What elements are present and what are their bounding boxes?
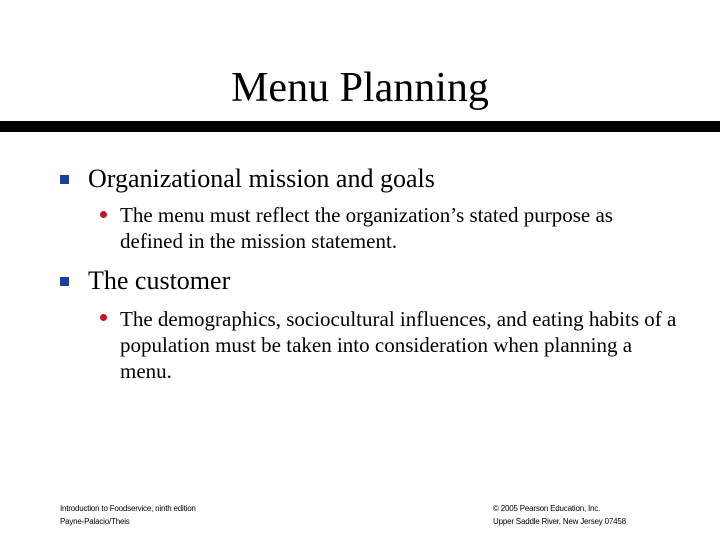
footer-address: Upper Saddle River, New Jersey 07458 (493, 517, 626, 526)
slide-title: Menu Planning (231, 65, 489, 111)
bullet-item: Organizational mission and goals (88, 164, 435, 193)
sub-bullet-item: The menu must reflect the organization’s stated purpose as defined in the mission statement. (120, 203, 613, 253)
footer-left (60, 502, 196, 528)
dot-bullet-icon (100, 314, 107, 321)
footer-right (493, 502, 626, 528)
footer-copyright: © 2005 Pearson Education, Inc. (493, 504, 601, 513)
footer-book-title: Introduction to Foodservice, ninth edition (60, 504, 196, 513)
title-rule (0, 121, 720, 132)
square-bullet-icon (60, 175, 69, 184)
footer-authors: Payne-Palacio/Theis (60, 517, 130, 526)
square-bullet-icon (60, 277, 69, 286)
dot-bullet-icon (100, 211, 107, 218)
bullet-item: The customer (88, 266, 231, 295)
sub-bullet-item: The demographics, sociocultural influences, and eating habits of a population must be taken into consideration when planning a menu. (120, 307, 677, 383)
